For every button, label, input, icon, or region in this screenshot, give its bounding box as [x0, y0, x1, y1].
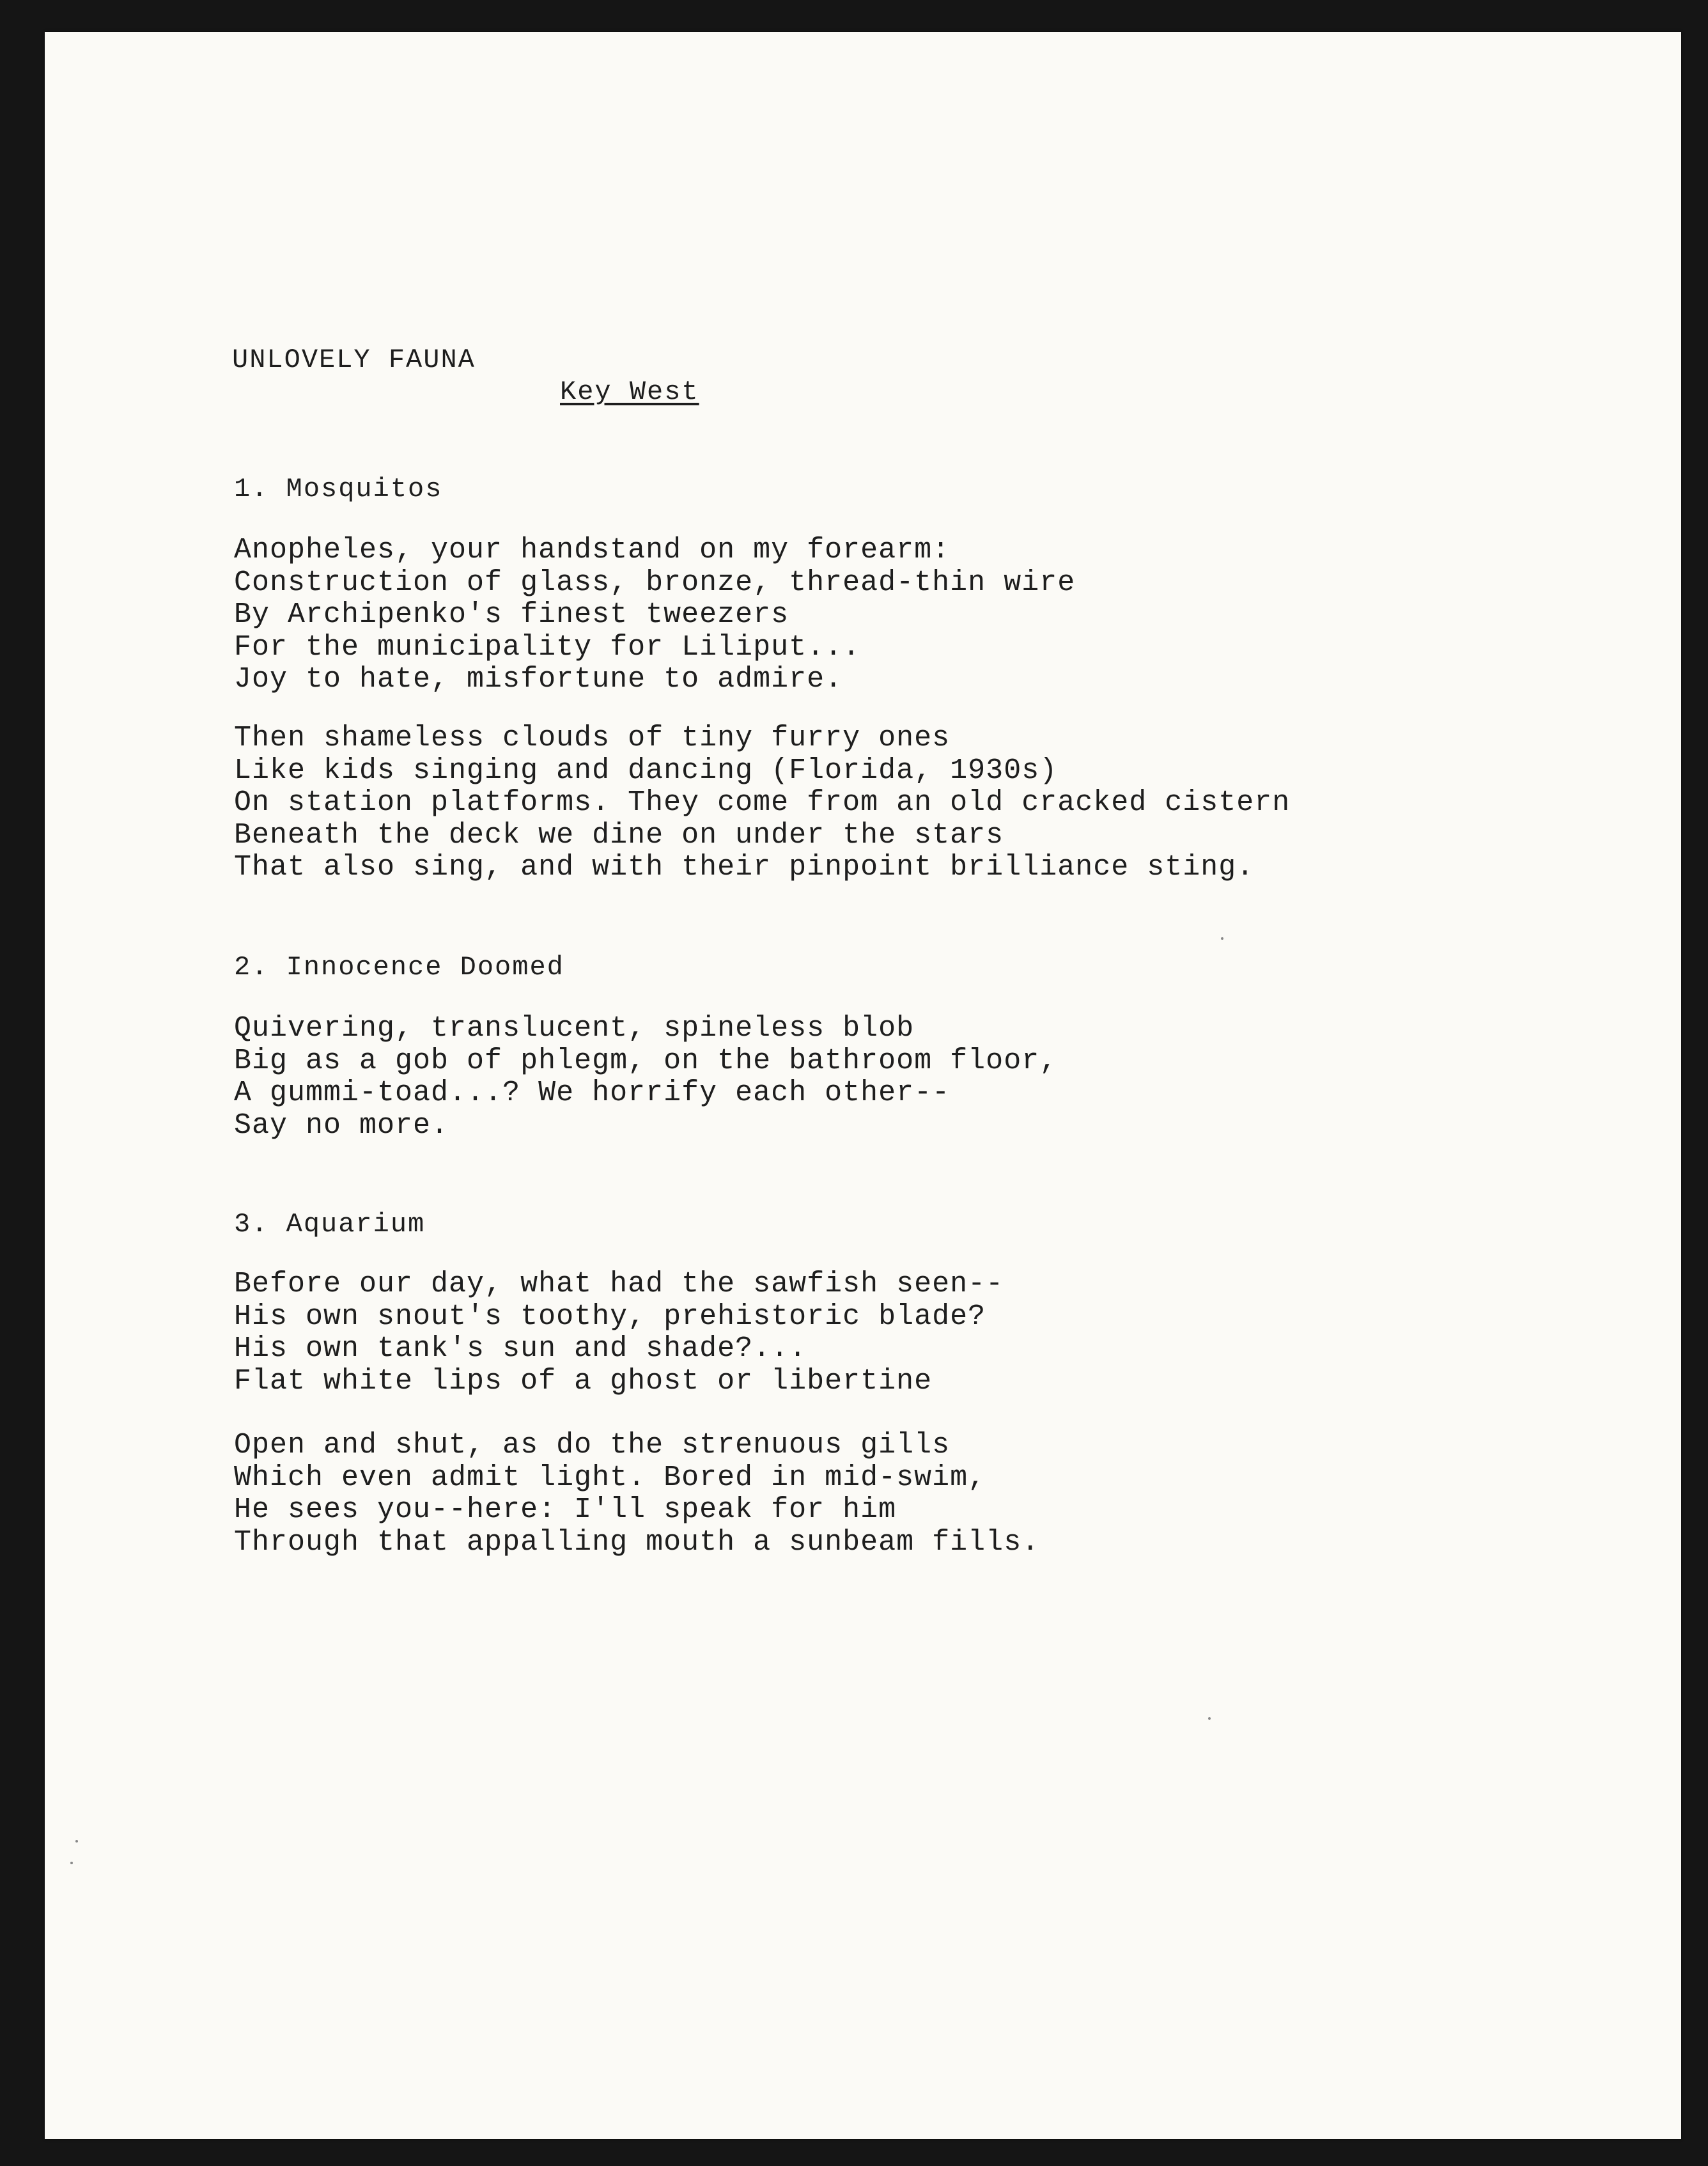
stanza — [234, 722, 1290, 884]
stanza — [234, 1013, 1057, 1142]
poem-title: UNLOVELY FAUNA — [232, 345, 476, 375]
verse-line: Open and shut, as do the strenuous gills — [234, 1429, 951, 1461]
stanza — [234, 1268, 1004, 1398]
verse-line: That also sing, and with their pinpoint brilliance sting. — [234, 851, 1255, 884]
paper-speck — [75, 1840, 78, 1843]
verse-line: Beneath the deck we dine on under the stars — [234, 818, 1004, 852]
section-heading-aquarium: 3. Aquarium — [234, 1209, 426, 1240]
stanza — [234, 534, 1075, 696]
verse-line: On station platforms. They come from an old cracked cistern — [234, 786, 1291, 819]
verse-line: Which even admit light. Bored in mid-swim, — [234, 1461, 986, 1494]
paper-speck — [70, 1862, 73, 1864]
verse-line: Big as a gob of phlegm, on the bathroom floor, — [234, 1044, 1058, 1077]
verse-line: For the municipality for Liliput... — [234, 630, 861, 664]
paper-speck — [1208, 1717, 1211, 1720]
verse-line: Anopheles, your handstand on my forearm: — [234, 534, 951, 566]
verse-line: Joy to hate, misfortune to admire. — [234, 663, 843, 696]
verse-line: Like kids singing and dancing (Florida, 1930s) — [234, 754, 1058, 787]
poem-subtitle: Key West — [560, 377, 699, 407]
verse-line: A gummi-toad...? We horrify each other-- — [234, 1077, 951, 1109]
stanza — [234, 1430, 1039, 1559]
verse-line: His own snout's toothy, prehistoric blade? — [234, 1300, 986, 1333]
paper-sheet — [45, 32, 1681, 2139]
verse-line: His own tank's sun and shade?... — [234, 1332, 807, 1365]
verse-line: Flat white lips of a ghost or libertine — [234, 1364, 933, 1398]
verse-line: Before our day, what had the sawfish seen-- — [234, 1268, 1004, 1300]
paper-speck — [1221, 937, 1223, 940]
verse-line: He sees you--here: I'll speak for him — [234, 1493, 897, 1526]
verse-line: Through that appalling mouth a sunbeam fills. — [234, 1525, 1040, 1559]
verse-line: Construction of glass, bronze, thread-thin wire — [234, 566, 1076, 599]
verse-line: By Archipenko's finest tweezers — [234, 598, 789, 631]
verse-line: Then shameless clouds of tiny furry ones — [234, 722, 951, 754]
verse-line: Say no more. — [234, 1109, 449, 1142]
section-heading-innocence-doomed: 2. Innocence Doomed — [234, 952, 564, 983]
verse-line: Quivering, translucent, spineless blob — [234, 1012, 915, 1045]
section-heading-mosquitos: 1. Mosquitos — [234, 474, 443, 504]
